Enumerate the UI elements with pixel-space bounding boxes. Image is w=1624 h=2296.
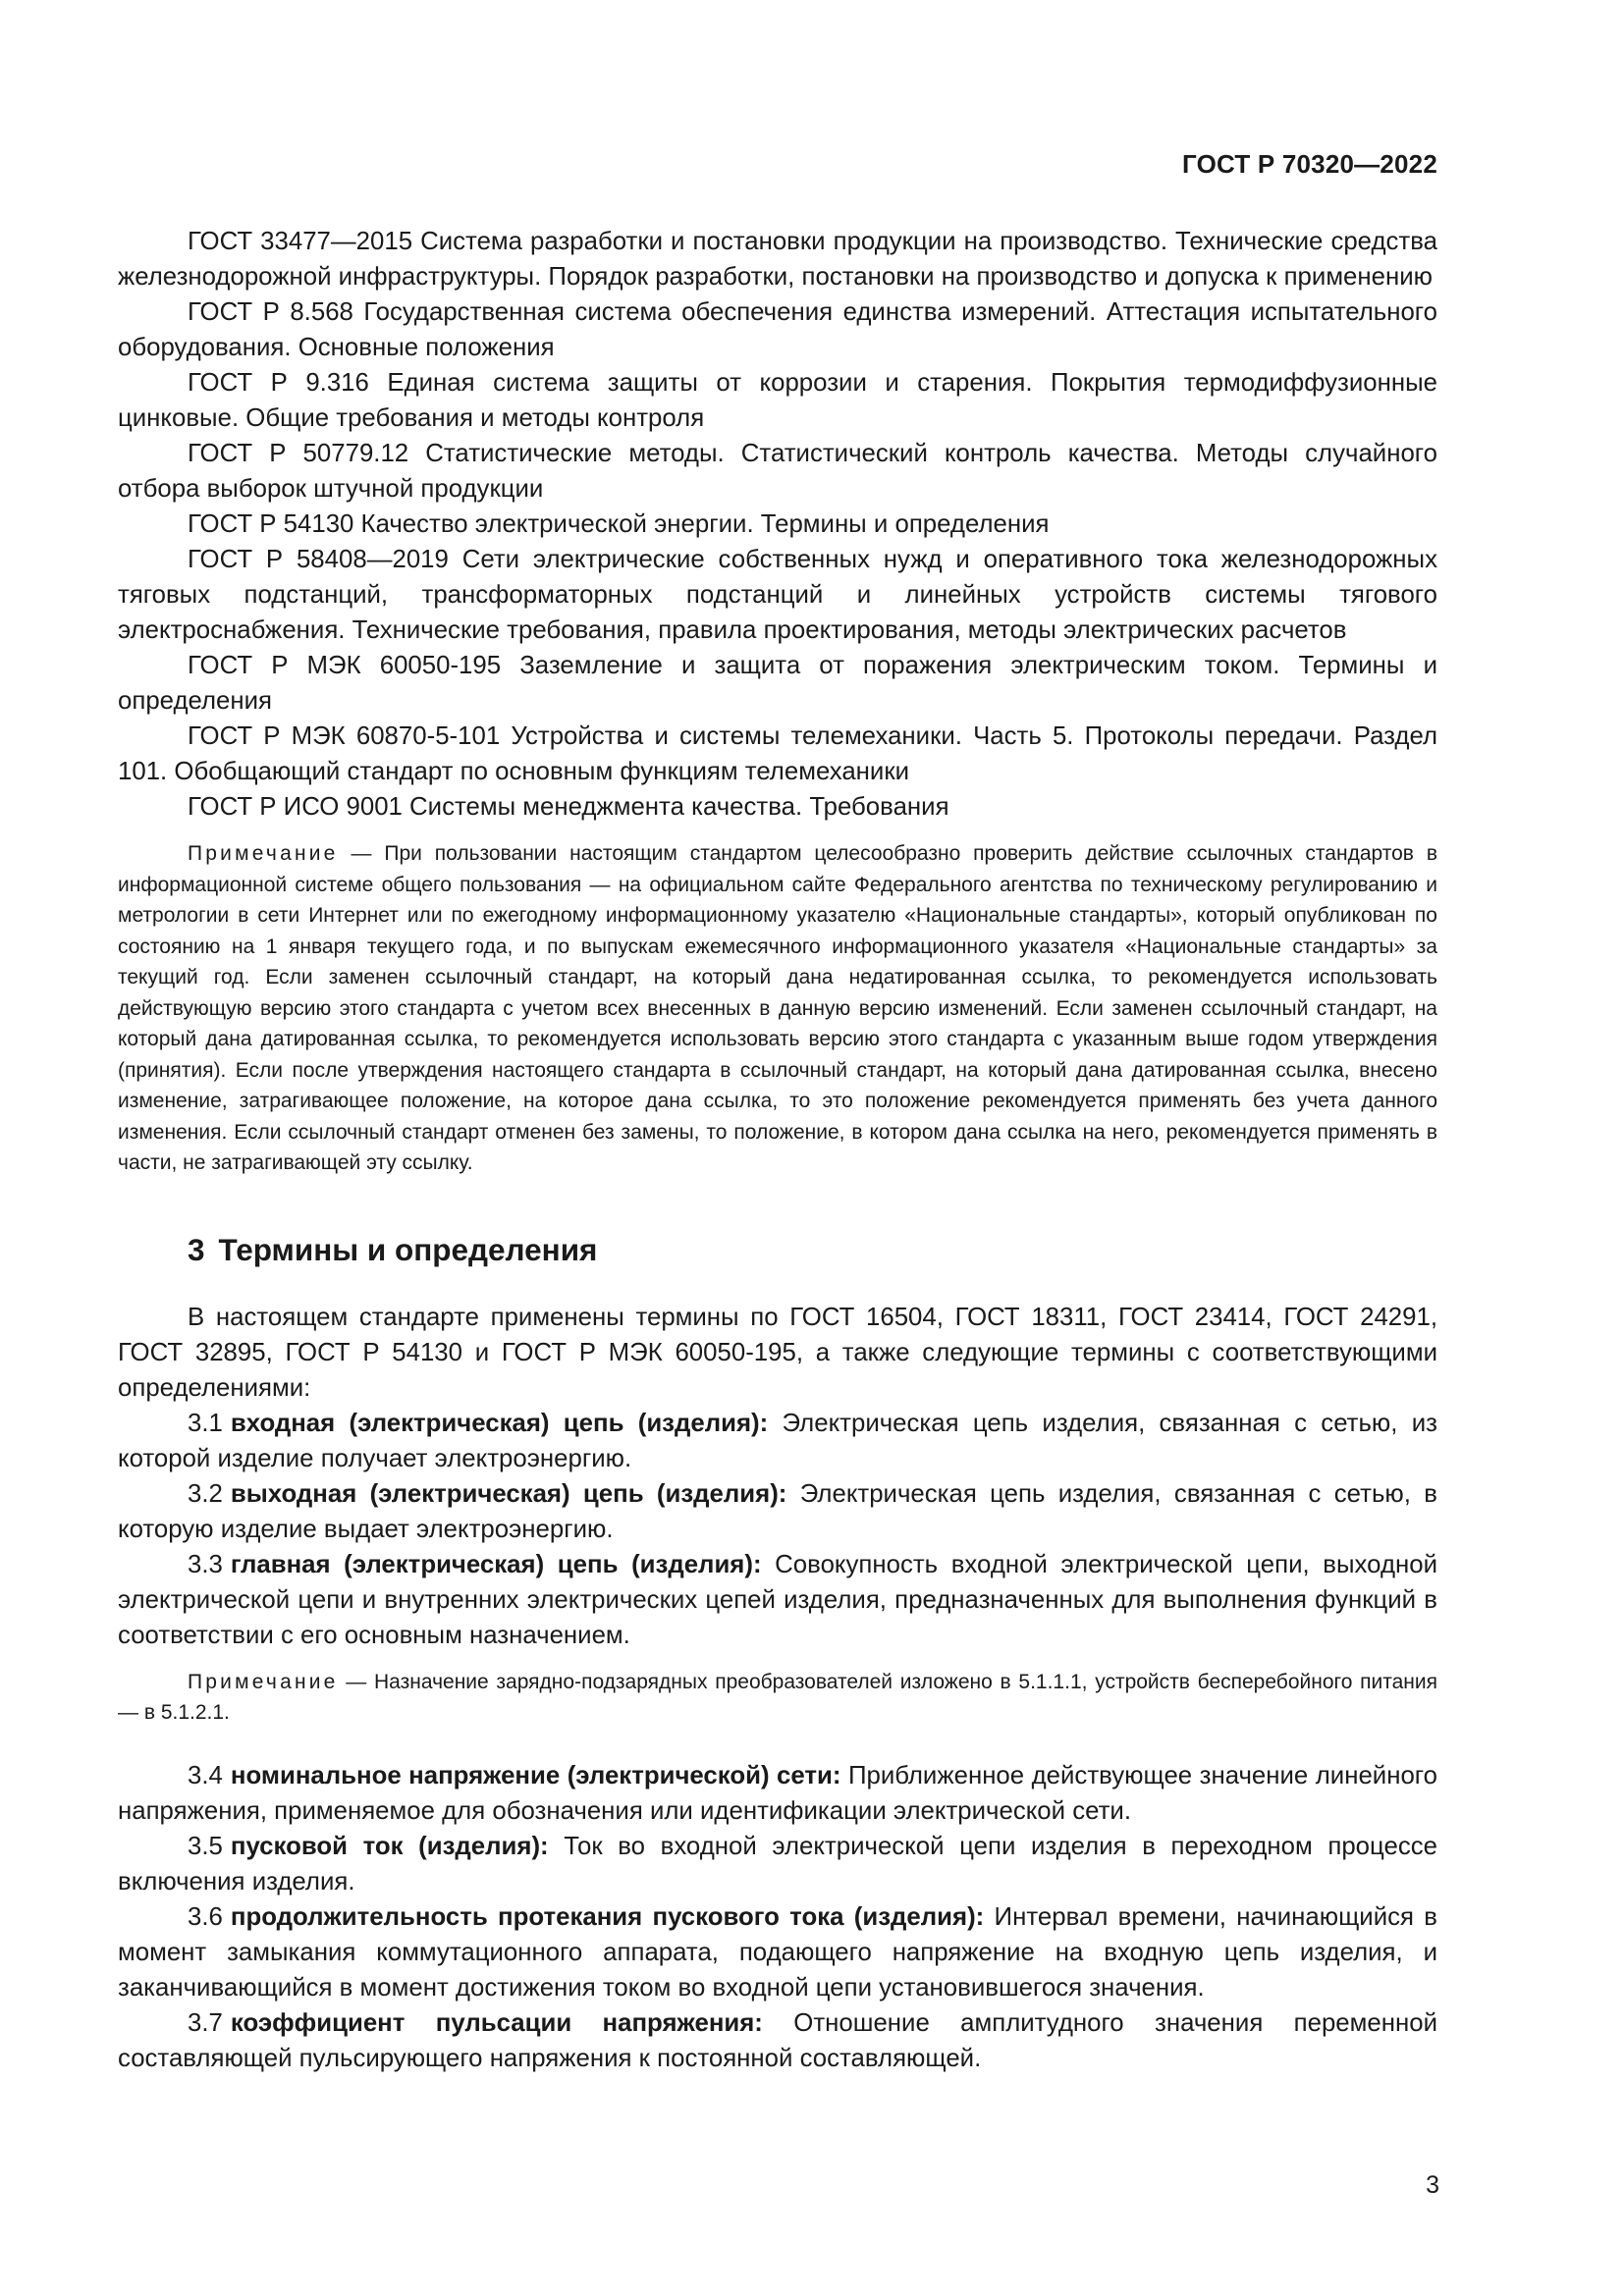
term-definition: [118, 1829, 1437, 1899]
term-def: Электрическая цепь изделия, связанная с сетью, в которую изделие выдает электроэнергию.: [118, 1479, 1437, 1543]
term-definition: [118, 1899, 1437, 2005]
term-name: выходная (электрическая) цепь (изделия):: [230, 1479, 787, 1508]
reference-item: ГОСТ Р МЭК 60050-195 Заземление и защита от поражения электрическим током. Термины и определения: [118, 652, 1437, 715]
term-number: 3.4: [188, 1761, 223, 1789]
term-number: 3.3: [188, 1550, 223, 1578]
section-intro: В настоящем стандарте применены термины по ГОСТ 16504, ГОСТ 18311, ГОСТ 23414, ГОСТ 24291, ГОСТ 32895, ГОСТ Р 54130 и ГОСТ Р МЭК 60050-195, а также следующие термины с соответствующими определениями:: [118, 1303, 1437, 1402]
term-name: главная (электрическая) цепь (изделия):: [230, 1550, 762, 1578]
term-definition: [118, 1406, 1437, 1476]
term-number: 3.6: [188, 1902, 223, 1931]
term-def: Интервал времени, начинающийся в момент замыкания коммутационного аппарата, подающего напряжение на входную цепь изделия, и заканчивающийся в момент достижения током во входной цепи установившегося значения.: [118, 1902, 1437, 2002]
note-term: [118, 1667, 1437, 1729]
term-definition: [118, 1476, 1437, 1547]
term-number: 3.1: [188, 1409, 223, 1437]
reference-item: ГОСТ Р 58408—2019 Сети электрические собственных нужд и оперативного тока железнодорожных тяговых подстанций, трансформаторных подстанций и линейных устройств системы тягового электроснабжения. Технические требования, правила проектирования, методы электрических расчетов: [118, 546, 1437, 644]
note-references: [118, 838, 1437, 1179]
reference-item: ГОСТ Р ИСО 9001 Системы менеджмента качества. Требования: [188, 793, 949, 821]
note-text: — При пользовании настоящим стандартом целесообразно проверить действие ссылочных стандартов в информационной системе общего пользования — на официальном сайте Федерального агентства по техническому регулированию и метрологии в сети Интернет или по ежегодному информационному указателю «Национальные стандарты», который опубликован по состоянию на 1 января текущего года, и по выпускам ежемесячного информационного указателя «Национальные стандарты» за текущий год. Если заменен ссылочный стандарт, на который дана недатированная ссылка, то рекомендуется использовать действующую версию этого стандарта с учетом всех внесенных в данную версию изменений. Если заменен ссылочный стандарт, на который дана датированная ссылка, то рекомендуется использовать версию этого стандарта с указанным выше годом утверждения (принятия). Если после утверждения настоящего стандарта в ссылочный стандарт, на который дана датированная ссылка, внесено изменение, затрагивающее положение, на которое дана ссылка, то это положение рекомендуется применять без учета данного изменения. Если ссылочный стандарт отменен без замены, то положение, в котором дана ссылка на него, рекомендуется применять в части, не затрагивающей эту ссылку.: [118, 842, 1437, 1174]
note-text: — Назначение зарядно-подзарядных преобразователей изложено в 5.1.1.1, устройств бесперебойного питания — в 5.1.2.1.: [118, 1670, 1437, 1724]
document-body: [118, 224, 1437, 2076]
note-label: Примечание: [188, 1670, 339, 1693]
reference-item: ГОСТ Р 54130 Качество электрической энергии. Термины и определения: [188, 510, 1050, 538]
term-def: Ток во входной электрической цепи изделия в переходном процессе включения изделия.: [118, 1832, 1437, 1896]
term-number: 3.5: [188, 1832, 223, 1860]
term-name: пусковой ток (изделия):: [230, 1832, 549, 1860]
term-number: 3.2: [188, 1479, 223, 1508]
term-name: продолжительность протекания пускового тока (изделия):: [230, 1902, 985, 1931]
document-id-header: ГОСТ Р 70320—2022: [1182, 149, 1437, 179]
term-name: входная (электрическая) цепь (изделия):: [230, 1409, 769, 1437]
reference-item: ГОСТ Р 50779.12 Статистические методы. Статистический контроль качества. Методы случайного отбора выборок штучной продукции: [118, 440, 1437, 503]
term-definition: [118, 1547, 1437, 1653]
term-name: коэффициент пульсации напряжения:: [230, 2008, 763, 2037]
section-heading: [118, 1232, 1437, 1268]
reference-item: ГОСТ 33477—2015 Система разработки и постановки продукции на производство. Технические средства железнодорожной инфраструктуры. Порядок разработки, постановки на производство и допуска к применению: [118, 228, 1437, 291]
section-number: 3: [188, 1231, 205, 1267]
note-label: Примечание: [188, 842, 339, 865]
term-name: номинальное напряжение (электрической) сети:: [230, 1761, 841, 1789]
references-list: [118, 224, 1437, 825]
term-definition: [118, 1758, 1437, 1829]
reference-item: ГОСТ Р 8.568 Государственная система обеспечения единства измерений. Аттестация испытательного оборудования. Основные положения: [118, 298, 1437, 361]
term-number: 3.7: [188, 2008, 223, 2037]
term-def: Отношение амплитудного значения переменной составляющей пульсирующего напряжения к постоянной составляющей.: [118, 2008, 1437, 2072]
term-def: Совокупность входной электрической цепи, выходной электрической цепи и внутренних электрических цепей изделия, предназначенных для выполнения функций в соответствии с его основным назначением.: [118, 1550, 1437, 1649]
section-title: Термины и определения: [218, 1231, 598, 1267]
page-number: 3: [1426, 2171, 1439, 2199]
reference-item: ГОСТ Р 9.316 Единая система защиты от коррозии и старения. Покрытия термодиффузионные цинковые. Общие требования и методы контроля: [118, 369, 1437, 432]
term-def: Приближенное действующее значение линейного напряжения, применяемое для обозначения или идентификации электрической сети.: [118, 1761, 1437, 1825]
term-def: Электрическая цепь изделия, связанная с сетью, из которой изделие получает электроэнергию.: [118, 1409, 1437, 1472]
term-definition: [118, 2005, 1437, 2076]
reference-item: ГОСТ Р МЭК 60870-5-101 Устройства и системы телемеханики. Часть 5. Протоколы передачи. Раздел 101. Обобщающий стандарт по основным функциям телемеханики: [118, 722, 1437, 785]
